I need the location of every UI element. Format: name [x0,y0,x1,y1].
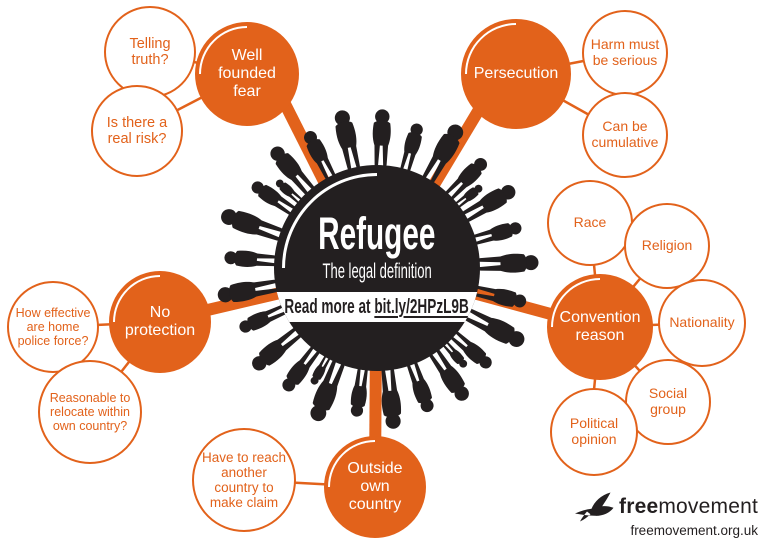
political-opinion-label: Political opinion [569,415,619,447]
node-cumulative [582,92,668,178]
node-convention-reason [547,274,653,380]
race-label: Race [573,214,607,231]
brand-wordmark [619,495,758,519]
node-political-opinion [550,388,638,476]
node-race [547,180,633,266]
social-group-label: Social group [648,385,688,417]
brand-free: free [619,495,659,518]
bird-icon [574,492,614,522]
node-real-risk [91,85,183,177]
node-telling-truth [104,6,196,98]
telling-truth-label: Telling truth? [129,35,171,68]
religion-label: Religion [641,237,693,254]
hub-circle [274,165,480,371]
persecution-label: Persecution [473,65,559,83]
nationality-label: Nationality [669,314,735,331]
read-more-text: Read more at [284,295,371,318]
node-reach-another-country [192,428,296,532]
node-outside-own-country [324,436,426,538]
read-more-band [274,292,480,322]
hub-subtitle: The legal definition [322,260,432,283]
brand-url: freemovement.org.uk [630,523,758,538]
read-more-link[interactable]: bit.ly/2HPzL9B [374,295,470,318]
node-nationality [658,279,746,367]
harm-serious-label: Harm must be serious [590,36,660,68]
outside-own-country-label: Outside own country [347,460,403,513]
node-well-founded-fear [195,22,299,126]
hub-title: Refugee [318,208,436,259]
brand-movement: movement [658,495,758,518]
police-force-label: How effective are home police force? [15,306,91,348]
convention-reason-label: Convention reason [559,309,641,344]
reach-another-country-label: Have to reach another country to make claim [201,449,287,511]
node-relocate [38,360,142,464]
relocate-label: Reasonable to relocate within own country? [49,391,131,433]
node-religion [624,203,710,289]
no-protection-label: No protection [124,304,196,339]
cumulative-label: Can be cumulative [591,118,659,150]
well-founded-fear-label: Well founded fear [218,47,276,100]
real-risk-label: Is there a real risk? [106,114,168,147]
node-harm-serious [582,10,668,96]
node-persecution [461,19,571,129]
brand-row [574,492,758,522]
brand-footer [574,492,758,538]
node-no-protection [109,271,211,373]
